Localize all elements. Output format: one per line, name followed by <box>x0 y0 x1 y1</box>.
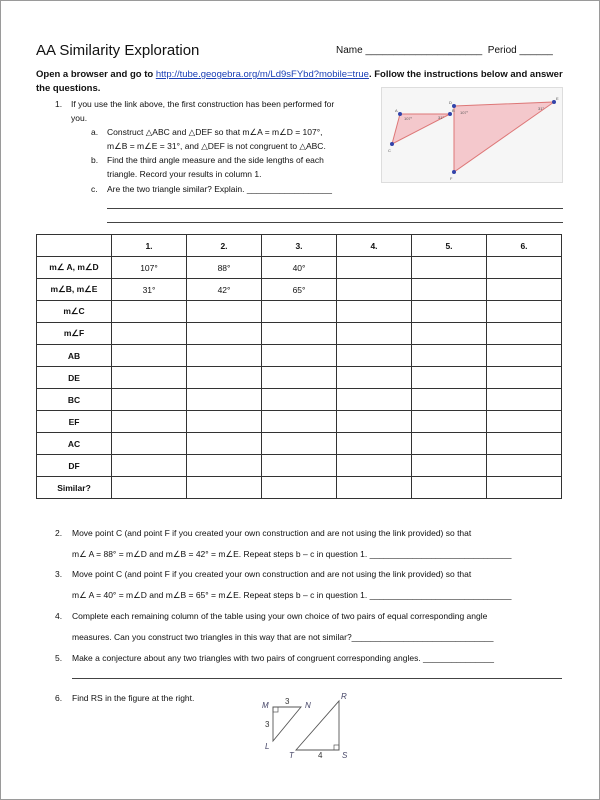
table-cell[interactable]: 31° <box>112 279 187 301</box>
q2-line1: Move point C (and point F if you created your own construction and are not using the link provided) so that <box>72 528 472 538</box>
table-cell[interactable] <box>187 477 262 499</box>
side-ml-label: 3 <box>265 720 270 729</box>
table-cell[interactable] <box>112 367 187 389</box>
q1b-line1: Find the third angle measure and the side lengths of each <box>107 155 324 165</box>
row-label: BC <box>37 389 112 411</box>
table-row <box>37 279 562 301</box>
table-cell[interactable] <box>337 345 412 367</box>
table-cell[interactable] <box>412 301 487 323</box>
table-cell[interactable] <box>412 279 487 301</box>
table-cell[interactable] <box>412 411 487 433</box>
table-cell[interactable] <box>262 345 337 367</box>
table-cell[interactable] <box>112 323 187 345</box>
table-cell[interactable]: 65° <box>262 279 337 301</box>
table-cell[interactable] <box>112 301 187 323</box>
point-s-label: S <box>342 751 348 760</box>
q3-number: 3. <box>55 569 63 579</box>
table-cell[interactable] <box>187 323 262 345</box>
table-cell[interactable] <box>187 301 262 323</box>
q3-line2: m∠ A = 40° = m∠D and m∠B = 65° = m∠E. Repeat steps b – c in question 1. ______________________________ <box>72 590 512 600</box>
table-row <box>37 389 562 411</box>
table-cell[interactable] <box>487 389 562 411</box>
q1a-label: a. <box>91 127 99 137</box>
row-label: AC <box>37 433 112 455</box>
table-cell[interactable] <box>262 301 337 323</box>
table-cell[interactable]: 107° <box>112 257 187 279</box>
label-c: C <box>388 148 391 153</box>
q4-line1: Complete each remaining column of the table using your own choice of two pairs of equal corresponding angle <box>72 611 488 621</box>
q1b-line2: triangle. Record your results in column 1. <box>107 169 262 179</box>
point-n-label: N <box>305 701 311 710</box>
table-cell[interactable] <box>412 389 487 411</box>
table-cell[interactable] <box>412 477 487 499</box>
table-row <box>37 301 562 323</box>
q6-number: 6. <box>55 693 63 703</box>
table-cell[interactable] <box>337 455 412 477</box>
table-cell[interactable]: 42° <box>187 279 262 301</box>
label-d: D <box>449 100 452 105</box>
column-header: 5. <box>412 235 487 257</box>
column-header: 6. <box>487 235 562 257</box>
table-cell[interactable] <box>262 323 337 345</box>
angle-a-label: 107° <box>404 116 413 121</box>
label-b: B <box>452 108 455 113</box>
table-cell[interactable] <box>187 411 262 433</box>
table-cell[interactable] <box>412 323 487 345</box>
table-cell[interactable] <box>412 367 487 389</box>
q4-number: 4. <box>55 611 63 621</box>
side-mn-label: 3 <box>285 697 290 706</box>
table-cell[interactable] <box>262 477 337 499</box>
q1c-label: c. <box>91 184 98 194</box>
table-cell[interactable] <box>112 345 187 367</box>
table-cell[interactable] <box>412 257 487 279</box>
table-cell[interactable] <box>262 367 337 389</box>
row-label: m∠B, m∠E <box>37 279 112 301</box>
table-cell[interactable] <box>487 477 562 499</box>
table-cell[interactable] <box>187 367 262 389</box>
table-cell[interactable] <box>262 389 337 411</box>
geogebra-screenshot <box>381 87 563 183</box>
point-r-label: R <box>341 692 347 701</box>
row-label: DE <box>37 367 112 389</box>
q5-line1: Make a conjecture about any two triangles with two pairs of congruent corresponding angles. _______________ <box>72 653 494 663</box>
q1a-line2: m∠B = m∠E = 31°, and △DEF is not congruent to △ABC. <box>107 141 326 151</box>
point-t-label: T <box>289 751 294 760</box>
q4-line2: measures. Can you construct two triangles in this way that are not similar?______________________________ <box>72 632 494 642</box>
table-cell[interactable] <box>487 455 562 477</box>
column-header: 2. <box>187 235 262 257</box>
table-cell[interactable] <box>412 433 487 455</box>
table-row <box>37 257 562 279</box>
similar-triangles-figure <box>256 691 356 763</box>
point-m-label: M <box>262 701 269 710</box>
row-label: m∠C <box>37 301 112 323</box>
table-cell[interactable] <box>112 411 187 433</box>
row-label: AB <box>37 345 112 367</box>
name-period-field[interactable]: Name _____________________ Period ______ <box>336 45 553 56</box>
table-row <box>37 433 562 455</box>
table-cell[interactable] <box>112 389 187 411</box>
table-cell[interactable] <box>262 433 337 455</box>
row-label: EF <box>37 411 112 433</box>
table-cell[interactable] <box>487 257 562 279</box>
table-cell[interactable] <box>487 323 562 345</box>
table-cell[interactable] <box>187 389 262 411</box>
table-cell[interactable] <box>412 455 487 477</box>
table-row <box>37 345 562 367</box>
table-row <box>37 455 562 477</box>
table-cell[interactable]: 88° <box>187 257 262 279</box>
row-label: DF <box>37 455 112 477</box>
geogebra-link[interactable]: http://tube.geogebra.org/m/Ld9sFYbd?mobile=true <box>155 69 369 80</box>
q2-number: 2. <box>55 528 63 538</box>
table-cell[interactable] <box>487 433 562 455</box>
table-cell[interactable] <box>112 433 187 455</box>
table-cell[interactable] <box>337 301 412 323</box>
table-cell[interactable] <box>337 477 412 499</box>
triangles-figure <box>382 88 562 182</box>
table-cell[interactable] <box>487 301 562 323</box>
table-cell[interactable] <box>187 455 262 477</box>
angle-e-label: 31° <box>538 106 545 111</box>
intro-prefix: Open a browser and go to <box>36 69 156 80</box>
side-ts-label: 4 <box>318 751 323 760</box>
table-cell[interactable] <box>337 433 412 455</box>
answer-line[interactable] <box>72 678 562 679</box>
q5-number: 5. <box>55 653 63 663</box>
label-f: F <box>450 176 453 181</box>
table-cell[interactable] <box>487 411 562 433</box>
table-cell[interactable] <box>487 345 562 367</box>
label-a: A <box>395 108 398 113</box>
answer-line[interactable] <box>107 208 563 209</box>
table-corner <box>37 235 112 257</box>
table-cell[interactable] <box>262 411 337 433</box>
results-table <box>36 234 562 499</box>
table-row <box>37 323 562 345</box>
table-row <box>37 411 562 433</box>
row-label: Similar? <box>37 477 112 499</box>
q1-number: 1. <box>55 99 63 109</box>
table-cell[interactable] <box>187 345 262 367</box>
table-cell[interactable] <box>337 411 412 433</box>
q1a-line1: Construct △ABC and △DEF so that m∠A = m∠D = 107°, <box>107 127 323 137</box>
angle-b-label: 31° <box>438 115 445 120</box>
column-header: 4. <box>337 235 412 257</box>
intro-suffix: . Follow the instructions below and answer the questions. <box>36 69 563 94</box>
column-header: 1. <box>112 235 187 257</box>
angle-d-label: 107° <box>460 110 469 115</box>
page-title: AA Similarity Exploration <box>36 42 200 59</box>
table-cell[interactable]: 40° <box>262 257 337 279</box>
table-cell[interactable] <box>337 323 412 345</box>
q2-line2: m∠ A = 88° = m∠D and m∠B = 42° = m∠E. Repeat steps b – c in question 1. ______________________________ <box>72 549 512 559</box>
q3-line1: Move point C (and point F if you created your own construction and are not using the link provided) so that <box>72 569 472 579</box>
table-cell[interactable] <box>112 477 187 499</box>
table-cell[interactable] <box>112 455 187 477</box>
table-cell[interactable] <box>337 257 412 279</box>
q1b-label: b. <box>91 155 99 165</box>
table-cell[interactable] <box>337 389 412 411</box>
table-cell[interactable] <box>337 279 412 301</box>
row-label: m∠ A, m∠D <box>37 257 112 279</box>
row-label: m∠F <box>37 323 112 345</box>
table-cell[interactable] <box>262 455 337 477</box>
table-cell[interactable] <box>412 345 487 367</box>
table-cell[interactable] <box>187 433 262 455</box>
table-cell[interactable] <box>487 279 562 301</box>
q1c-text: Are the two triangle similar? Explain. __________________ <box>107 184 332 194</box>
point-l-label: L <box>265 742 270 751</box>
q1-text: If you use the link above, the first construction has been performed for you. <box>71 99 335 123</box>
q6-line1: Find RS in the figure at the right. <box>72 693 195 703</box>
label-e: E <box>556 96 559 101</box>
answer-line[interactable] <box>107 222 563 223</box>
table-cell[interactable] <box>337 367 412 389</box>
table-cell[interactable] <box>487 367 562 389</box>
column-header: 3. <box>262 235 337 257</box>
table-row <box>37 477 562 499</box>
table-row <box>37 367 562 389</box>
